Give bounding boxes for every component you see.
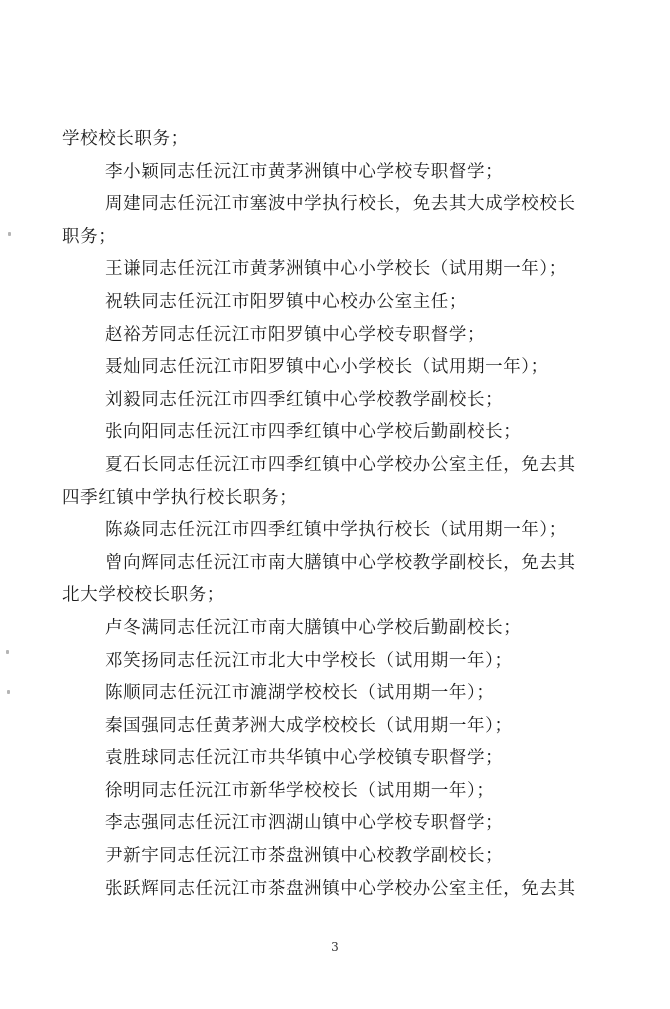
text-line: 卢冬满同志任沅江市南大膳镇中心学校后勤副校长； (105, 617, 522, 638)
scan-speck (6, 650, 9, 654)
text-line: 夏石长同志任沅江市四季红镇中心学校办公室主任，免去其 (105, 454, 576, 475)
text-line: 聂灿同志任沅江市阳罗镇中心小学校长（试用期一年）； (105, 357, 549, 378)
text-line: 四季红镇中学执行校长职务； (62, 487, 298, 508)
text-line: 曾向辉同志任沅江市南大膳镇中心学校教学副校长，免去其 (105, 552, 576, 573)
scan-speck (8, 232, 11, 236)
text-line: 刘毅同志任沅江市四季红镇中心学校教学副校长； (105, 389, 504, 410)
text-line: 赵裕芳同志任沅江市阳罗镇中心学校专职督学； (105, 324, 486, 345)
text-line: 陈顺同志任沅江市漉湖学校校长（试用期一年）； (105, 683, 495, 704)
scan-speck (7, 690, 10, 694)
text-line: 王谦同志任沅江市黄茅洲镇中心小学校长（试用期一年）； (105, 259, 567, 280)
text-line: 张向阳同志任沅江市四季红镇中心学校后勤副校长； (105, 422, 522, 443)
text-line: 陈焱同志任沅江市四季红镇中学执行校长（试用期一年）； (105, 520, 567, 541)
text-line: 李志强同志任沅江市泗湖山镇中心学校专职督学； (105, 813, 504, 834)
text-line: 张跃辉同志任沅江市茶盘洲镇中心学校办公室主任，免去其 (105, 878, 576, 899)
text-line: 袁胜球同志任沅江市共华镇中心学校镇专职督学； (105, 748, 504, 769)
text-line: 周建同志任沅江市塞波中学执行校长，免去其大成学校校长 (105, 194, 576, 215)
document-body (62, 123, 610, 905)
text-line: 祝轶同志任沅江市阳罗镇中心校办公室主任； (105, 291, 467, 312)
page-number: 3 (331, 940, 339, 954)
text-line: 徐明同志任沅江市新华学校校长（试用期一年）； (105, 780, 495, 801)
text-line: 职务； (62, 226, 117, 247)
text-line: 秦国强同志任黄茅洲大成学校校长（试用期一年）； (105, 715, 513, 736)
text-line: 学校校长职务； (62, 129, 189, 149)
text-line: 北大学校校长职务； (62, 585, 225, 606)
text-line: 尹新宇同志任沅江市茶盘洲镇中心校教学副校长； (105, 846, 504, 867)
text-line: 邓笑扬同志任沅江市北大中学校长（试用期一年）； (105, 650, 513, 671)
text-line: 李小颖同志任沅江市黄茅洲镇中心学校专职督学； (105, 161, 504, 182)
